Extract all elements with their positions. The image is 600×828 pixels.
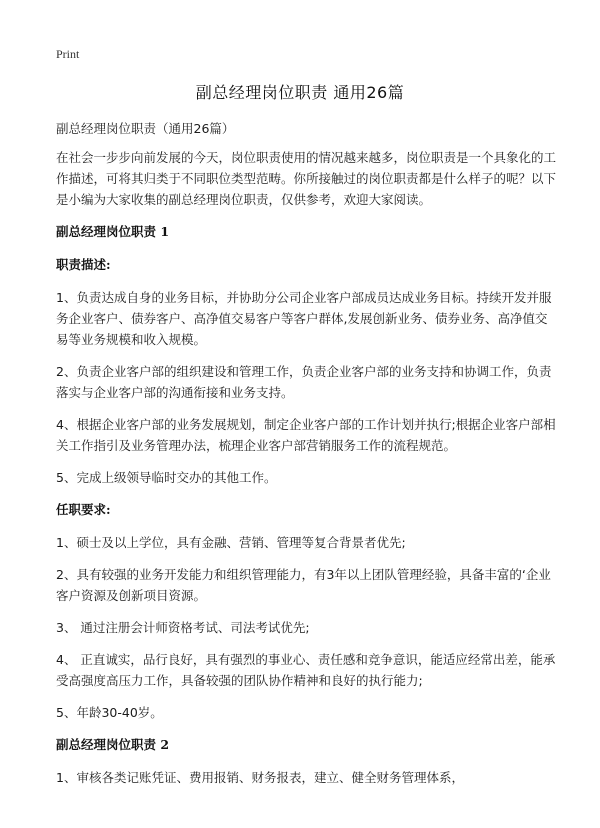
requirement-item: 5、年龄30-40岁。 [56,705,163,720]
duty-item: 1、负责达成自身的业务目标，并协助分公司企业客户部成员达成业务目标。持续开发并服务企业客户、债券客户、高净值交易客户等客户群体,发展创新业务、债券业务、高净值交易等业务规模和收入规模。 [56,290,552,347]
duty-item: 5、完成上级领导临时交办的其他工作。 [56,470,277,485]
requirement-item: 1、硕士及以上学位，具有金融、营销、管理等复合背景者优先; [56,535,406,550]
subtitle: 副总经理岗位职责（通用26篇） [56,121,235,136]
requirement-item: 2、具有较强的业务开发能力和组织管理能力，有3年以上团队管理经验，具备丰富的‘企业客户资源及创新项目资源。 [56,567,551,603]
section-1-heading: 副总经理岗位职责 1 [56,224,170,239]
print-label: Print [56,47,80,61]
intro-paragraph: 在社会一步步向前发展的今天，岗位职责使用的情况越来越多，岗位职责是一个具象化的工作描述，可将其归类于不同职位类型范畴。你所接触过的岗位职责都是什么样子的呢？以下是小编为大家收集的副总经理岗位职责，仅供参考，欢迎大家阅读。 [56,150,557,207]
requirement-item: 3、 通过注册会计师资格考试、司法考试优先; [56,620,310,635]
duty-item: 4、根据企业客户部的业务发展规划，制定企业客户部的工作计划并执行;根据企业客户部相关工作指引及业务管理办法，梳理企业客户部营销服务工作的流程规范。 [56,417,556,453]
requirements-heading: 任职要求: [56,502,111,517]
duty-description-heading: 职责描述: [56,257,111,272]
document-body [56,118,556,799]
duty-item: 1、审核各类记账凭证、费用报销、财务报表，建立、健全财务管理体系， [56,770,464,785]
requirement-item: 4、 正直诚实，品行良好，具有强烈的事业心、责任感和竞争意识，能适应经常出差，能承受高强度高压力工作，具备较强的团队协作精神和良好的执行能力; [56,652,556,688]
section-2-heading: 副总经理岗位职责 2 [56,737,170,752]
page-title: 副总经理岗位职责 通用26篇 [195,83,405,102]
duty-item: 2、负责企业客户部的组织建设和管理工作，负责企业客户部的业务支持和协调工作，负责落实与企业客户部的沟通衔接和业务支持。 [56,364,552,400]
